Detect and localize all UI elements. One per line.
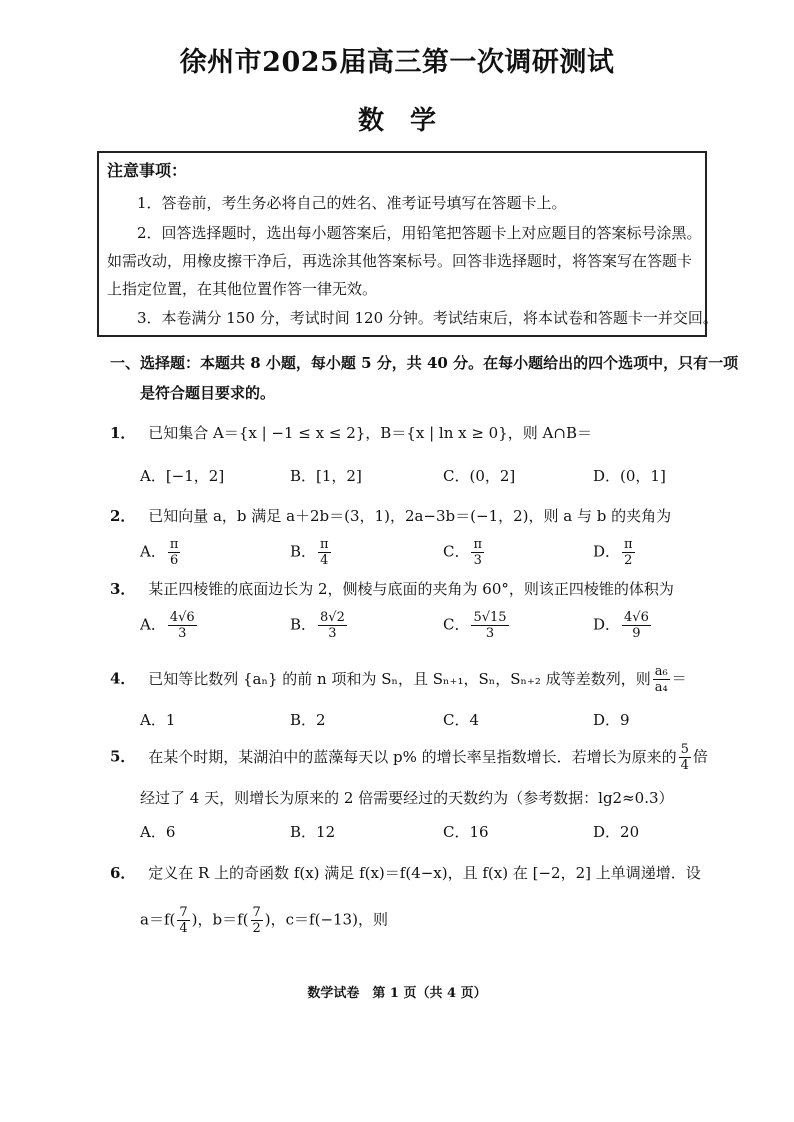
question-number: 2．	[110, 507, 136, 525]
option-d: D．20	[593, 823, 640, 841]
fraction-numerator: π	[169, 537, 179, 552]
question-6-cont	[140, 905, 388, 936]
option-a	[140, 610, 199, 641]
question-stem: 在某个时期，某湖泊中的蓝藻每天以 p% 的增长率呈指数增长．若增长为原来的	[148, 747, 677, 766]
option-c: C．4	[443, 711, 480, 729]
notice-line: 3．本卷满分 150 分，考试时间 120 分钟。考试结束后，将本试卷和答题卡一并交回。	[137, 309, 718, 327]
question-number: 6．	[110, 864, 136, 882]
fraction-numerator: π	[473, 537, 483, 552]
notice-heading: 注意事项：	[107, 161, 188, 180]
fraction-denominator: 4	[680, 758, 689, 773]
fraction-numerator: 8√2	[320, 610, 345, 625]
option-c: C．16	[443, 823, 489, 841]
question-stem: 已知集合 A＝{x | −1 ≤ x ≤ 2}，B＝{x | ln x ≥ 0}，则 A∩B＝	[148, 424, 592, 442]
notice-line: 1．答卷前，考生务必将自己的姓名、准考证号填写在答题卡上。	[137, 194, 567, 212]
option-d: D．9	[593, 711, 630, 729]
question-1	[110, 422, 592, 443]
fraction-numerator: a₆	[654, 664, 668, 679]
fraction-denominator: 2	[252, 921, 261, 936]
fraction-denominator: 3	[178, 626, 187, 641]
expr-part: )，b＝f(	[191, 910, 249, 929]
question-stem: 已知等比数列 {aₙ} 的前 n 项和为 Sₙ，且 Sₙ₊₁，Sₙ，Sₙ₊₂ 成等差数列，则	[148, 669, 651, 688]
fraction-denominator: 9	[632, 626, 641, 641]
fraction-numerator: 4√6	[169, 610, 195, 625]
question-stem: 定义在 R 上的奇函数 f(x) 满足 f(x)＝f(4−x)，且 f(x) 在 [−2，2] 上单调递增．设	[148, 864, 701, 882]
notice-line: 上指定位置，在其他位置作答一律无效。	[107, 280, 378, 298]
fraction-denominator: 2	[624, 553, 633, 568]
fraction-numerator: 5√15	[473, 610, 507, 625]
fraction-denominator: a₄	[654, 680, 668, 695]
option-b	[290, 537, 333, 568]
fraction-denominator: 3	[485, 626, 495, 641]
option-a: A．1	[140, 711, 176, 729]
subject-title: 数学	[357, 106, 462, 136]
section-heading-cont: 是符合题目要求的。	[140, 384, 276, 402]
option-label: D．	[593, 615, 621, 634]
option-a: A．[−1，2]	[140, 467, 225, 485]
option-a	[140, 537, 182, 568]
option-b: B．[1，2]	[290, 467, 362, 485]
option-label: C．	[443, 542, 470, 561]
section-heading: 一、选择题：本题共 8 小题，每小题 5 分，共 40 分。在每小题给出的四个选项中，只有一项	[110, 354, 739, 372]
fraction-numerator: 4√6	[624, 610, 649, 625]
question-stem-tail: ＝	[671, 669, 687, 688]
option-c	[443, 537, 486, 568]
page-footer: 数学试卷 第 1 页（共 4 页）	[307, 986, 487, 1001]
fraction-numerator: 5	[680, 742, 689, 757]
page-title: 徐州市2025届高三第一次调研测试	[179, 47, 615, 78]
question-stem: 某正四棱锥的底面边长为 2，侧棱与底面的夹角为 60°，则该正四棱锥的体积为	[148, 580, 674, 598]
fraction-denominator: 6	[169, 553, 179, 568]
option-b	[290, 610, 349, 641]
option-d	[593, 537, 637, 568]
option-label: A．	[140, 542, 166, 561]
question-3	[110, 578, 674, 599]
fraction-denominator: 3	[473, 553, 482, 568]
option-label: D．	[593, 542, 621, 561]
fraction-denominator: 3	[328, 626, 337, 641]
question-6	[110, 862, 701, 883]
fraction-numerator: 7	[179, 905, 188, 920]
option-d	[593, 610, 653, 641]
option-c	[443, 610, 511, 641]
fraction-numerator: π	[320, 537, 329, 552]
question-number: 4．	[110, 669, 136, 688]
option-label: C．	[443, 615, 470, 634]
question-number: 3．	[110, 580, 136, 598]
option-a: A．6	[140, 823, 176, 841]
question-5-cont: 经过了 4 天，则增长为原来的 2 倍需要经过的天数约为（参考数据：lg2≈0.3）	[140, 789, 674, 807]
option-b: B．12	[290, 823, 336, 841]
option-label: B．	[290, 542, 317, 561]
notice-line: 如需改动，用橡皮擦干净后，再选涂其他答案标号。回答非选择题时，将答案写在答题卡	[107, 252, 693, 270]
option-label: A．	[140, 615, 166, 634]
notice-line: 2．回答选择题时，选出每小题答案后，用铅笔把答题卡上对应题目的答案标号涂黑。	[137, 224, 702, 242]
fraction-numerator: π	[624, 537, 633, 552]
question-2	[110, 505, 671, 526]
option-label: B．	[290, 615, 317, 634]
question-stem: 已知向量 a，b 满足 a＋2b＝(3，1)，2a−3b＝(−1，2)，则 a 与 b 的夹角为	[148, 507, 672, 525]
question-stem-tail: 倍	[692, 747, 708, 766]
question-4	[110, 664, 687, 695]
option-d: D．(0，1]	[593, 467, 666, 485]
question-number: 5．	[110, 747, 136, 766]
fraction-denominator: 4	[179, 921, 188, 936]
expr-part: )，c＝f(−13)，则	[264, 910, 388, 929]
option-b: B．2	[290, 711, 326, 729]
fraction-numerator: 7	[252, 905, 261, 920]
fraction-denominator: 4	[320, 553, 329, 568]
question-number: 1．	[110, 424, 136, 442]
question-5	[110, 742, 708, 773]
expr-part: a＝f(	[140, 910, 176, 929]
option-c: C．(0，2]	[443, 467, 516, 485]
